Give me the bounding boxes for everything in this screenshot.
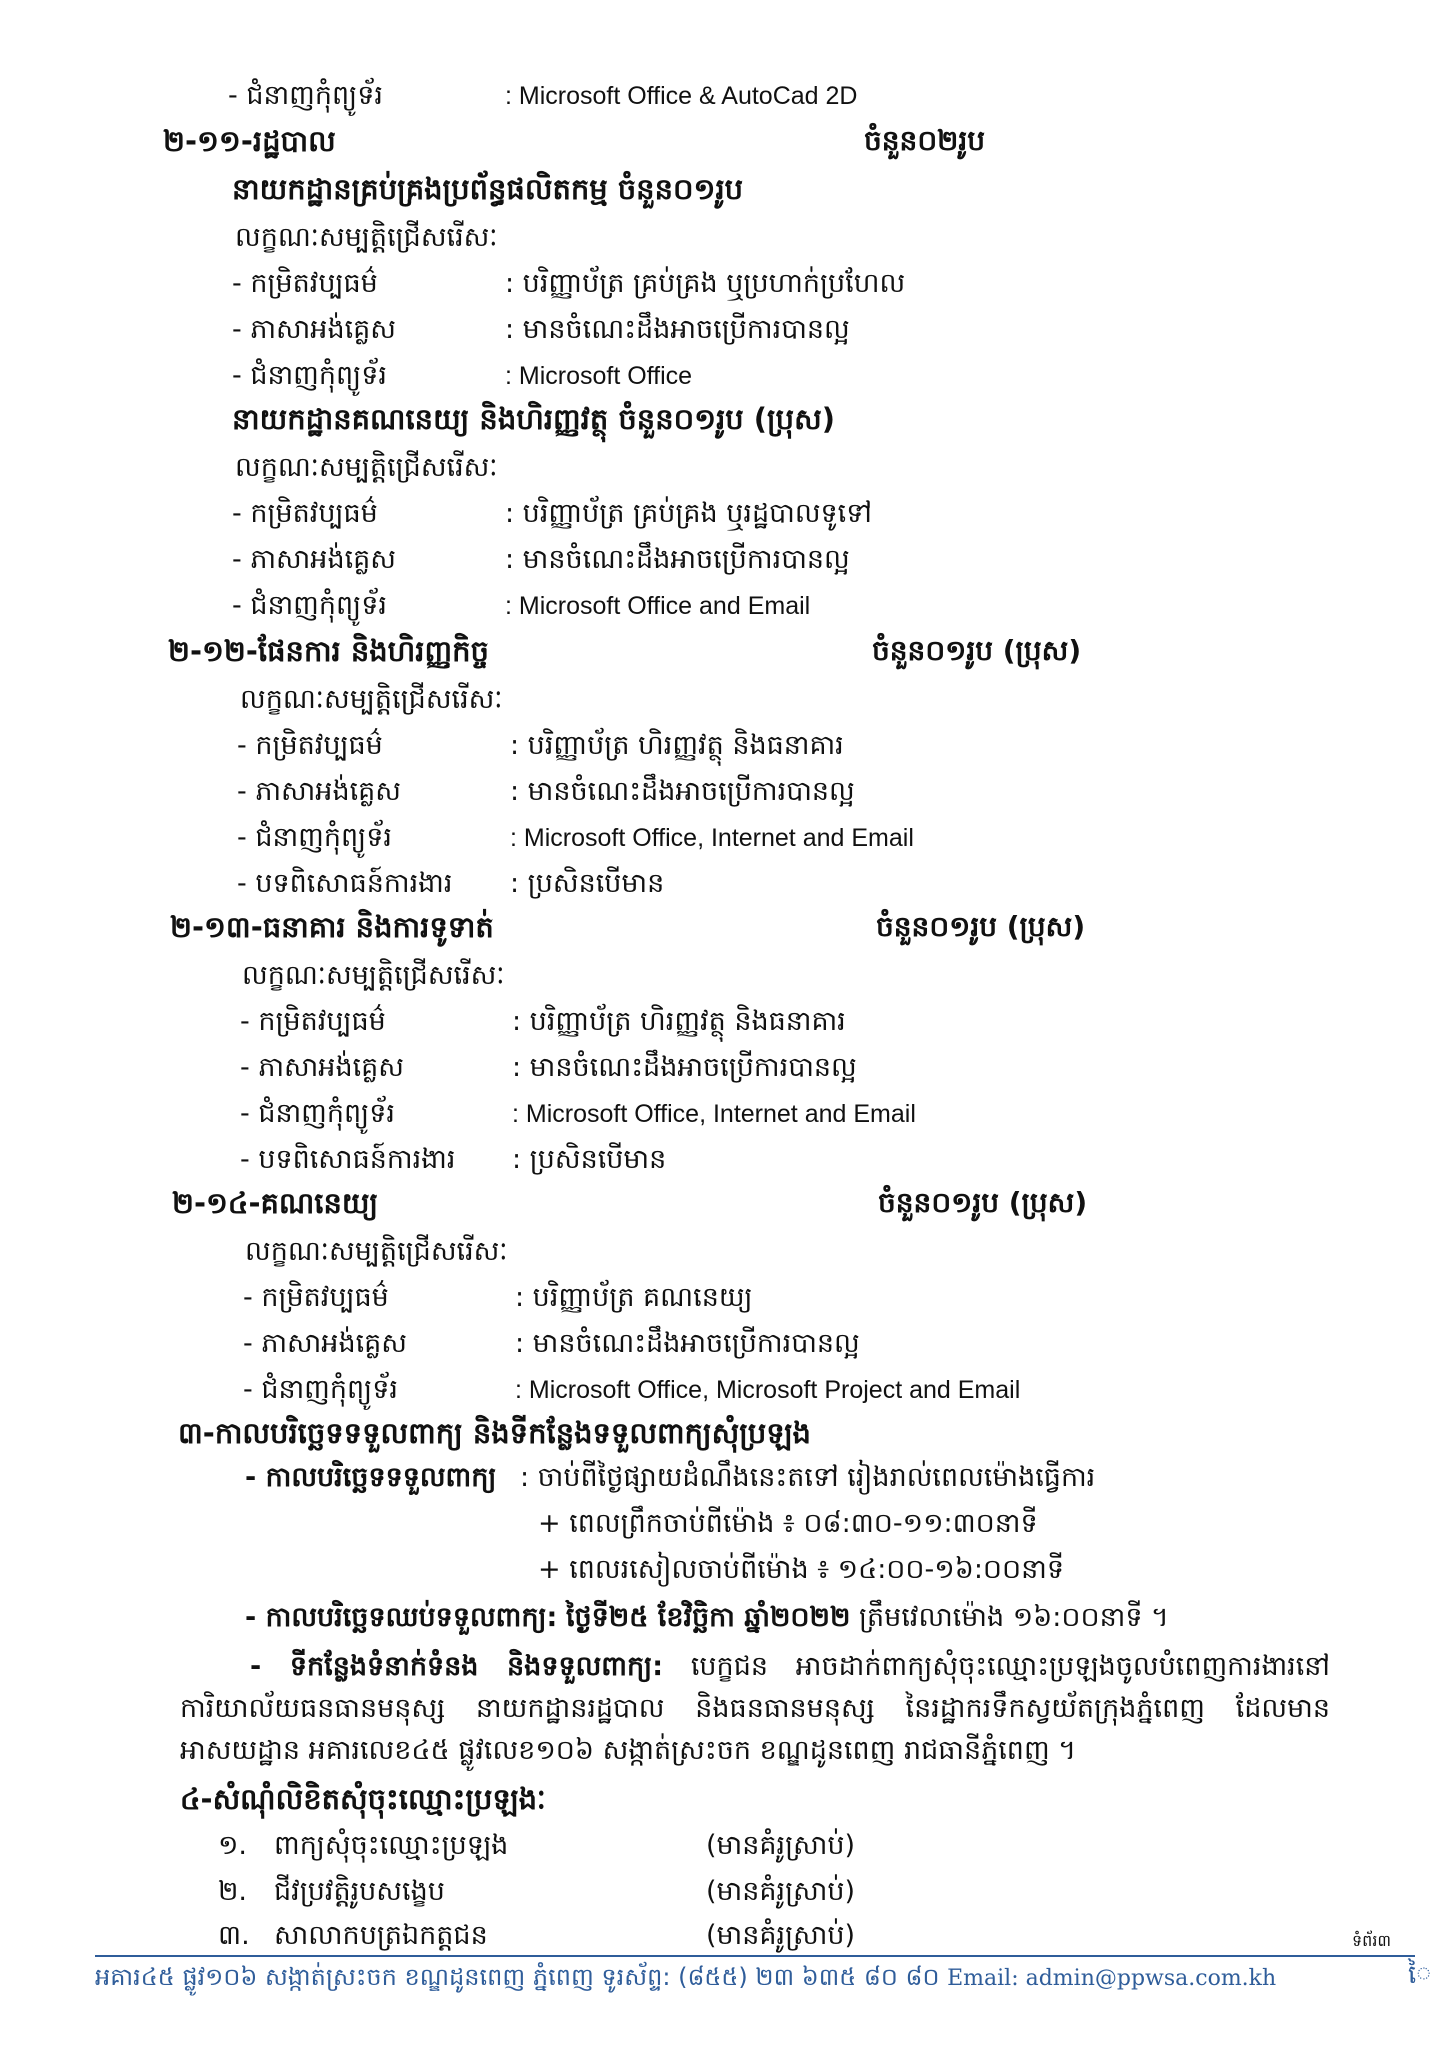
criteria-heading: លក្ខណៈសម្បត្តិជ្រើសរើសៈ [242, 960, 505, 991]
english-value: : មានចំណេះដឹងអាចប្រើការបានល្អ [512, 1052, 857, 1083]
skill-value: : Microsoft Office & AutoCad 2D [505, 82, 858, 110]
section-2-13-count: ចំនួន០១រូប (ប្រុស) [876, 910, 1086, 943]
english-value: : មានចំណេះដឹងអាចប្រើការបានល្អ [505, 544, 850, 575]
footer-email: Email: admin@ppwsa.com.kh [947, 1966, 1277, 1991]
contact-place-paragraph [180, 1646, 1330, 1772]
doc-item-name: ពាក្យសុំចុះឈ្មោះប្រឡង [274, 1830, 509, 1861]
page-number: ទំព័រ៣ [1352, 1931, 1392, 1950]
close-date-label: - កាលបរិច្ឆេទឈប់ទទួលពាក្យ: [245, 1602, 558, 1633]
close-date-line [245, 1600, 1169, 1636]
close-date-value: ថ្ងៃទី២៥ ខែវិច្ឆិកា ឆ្នាំ២០២២ [565, 1602, 851, 1633]
criteria-heading: លក្ខណៈសម្បត្តិជ្រើសរើសៈ [235, 452, 498, 483]
degree-label: - កម្រិតវប្បធម៌ [243, 1282, 389, 1313]
criteria-heading: លក្ខណៈសម្បត្តិជ្រើសរើសៈ [240, 684, 503, 715]
footer-initials: ៃ [1408, 1960, 1432, 1990]
skill-value: : Microsoft Office and Email [505, 592, 811, 620]
criteria-heading: លក្ខណៈសម្បត្តិជ្រើសរើសៈ [235, 222, 498, 253]
skill-value: : Microsoft Office, Internet and Email [510, 824, 914, 852]
section-4-title: ៤-សំណុំលិខិតសុំចុះឈ្មោះប្រឡងៈ [180, 1782, 546, 1816]
experience-label: - បទពិសោធន៍ការងារ [240, 1144, 456, 1175]
skill-label: - ជំនាញកុំព្យូទ័រ [240, 1098, 395, 1129]
doc-item-note: (មានគំរូស្រាប់) [706, 1920, 856, 1951]
degree-label: - កម្រិតវប្បធម៌ [232, 498, 378, 529]
contact-place-label: - ទីកន្លែងទំនាក់ទំនង និងទទួលពាក្យ: [250, 1651, 663, 1682]
section-2-14-count: ចំនួន០១រូប (ប្រុស) [878, 1186, 1088, 1219]
english-value: : មានចំណេះដឹងអាចប្រើការបានល្អ [505, 314, 850, 345]
experience-label: - បទពិសោធន៍ការងារ [237, 868, 453, 899]
skill-label: - ជំនាញកុំព្យូទ័រ [243, 1374, 398, 1405]
skill-label: - ជំនាញកុំព្យូទ័រ [228, 80, 383, 111]
english-value: : មានចំណេះដឹងអាចប្រើការបានល្អ [515, 1328, 860, 1359]
doc-item-note: (មានគំរូស្រាប់) [706, 1830, 856, 1861]
doc-item-number: ១. [218, 1830, 248, 1861]
section-2-13-title: ២-១៣-ធនាគារ និងការទូទាត់ [170, 910, 494, 944]
doc-item-name: ជីវប្រវត្តិរូបសង្ខេប [274, 1876, 445, 1907]
contact-place-text: បេក្ខជន អាចដាក់ពាក្យសុំចុះឈ្មោះប្រឡងចូលបំពេញការងារនៅ ការិយាល័យធនធានមនុស្ស នាយកដ្ឋានរដ្ឋបាល និងធនធានមនុស្ស នៃរដ្ឋាករទឹកស្វយ័តក្រុងភ្នំពេញ ដែលមានអាសយដ្ឋាន អគារលេខ៤៥ ផ្លូវលេខ១០៦ សង្កាត់ស្រះចក ខណ្ឌដូនពេញ រាជធានីភ្នំពេញ ។ [180, 1651, 1331, 1766]
section-3-title: ៣-កាលបរិច្ឆេទទទួលពាក្យ និងទីកន្លែងទទួលពាក្យសុំប្រឡង [178, 1416, 811, 1450]
position-production-title: នាយកដ្ឋានគ្រប់គ្រងប្រព័ន្ធផលិតកម្ម ចំនួន០១រូប [232, 172, 744, 206]
english-label: - ភាសាអង់គ្លេស [240, 1052, 405, 1083]
section-2-12-title: ២-១២-ផែនការ និងហិរញ្ញកិច្ច [168, 634, 489, 668]
degree-label: - កម្រិតវប្បធម៌ [240, 1006, 386, 1037]
english-label: - ភាសាអង់គ្លេស [232, 314, 397, 345]
section-2-14-title: ២-១៤-គណនេយ្យ [172, 1186, 379, 1220]
english-label: - ភាសាអង់គ្លេស [243, 1328, 408, 1359]
degree-value: : បរិញ្ញាប័ត្រ ហិរញ្ញវត្ថុ និងធនាគារ [510, 730, 844, 761]
doc-item-number: ៣. [218, 1920, 250, 1951]
degree-value: : បរិញ្ញាប័ត្រ គ្រប់គ្រង ឬប្រហាក់ប្រហែល [505, 268, 906, 299]
skill-value: : Microsoft Office [505, 362, 693, 390]
criteria-heading: លក្ខណៈសម្បត្តិជ្រើសរើសៈ [245, 1236, 508, 1267]
doc-item-number: ២. [218, 1876, 248, 1907]
english-label: - ភាសាអង់គ្លេស [232, 544, 397, 575]
footer-divider [95, 1955, 1415, 1957]
skill-value: : Microsoft Office, Microsoft Project and Email [515, 1376, 1021, 1404]
degree-value: : បរិញ្ញាប័ត្រ ហិរញ្ញវត្ថុ និងធនាគារ [512, 1006, 846, 1037]
degree-label: - កម្រិតវប្បធម៌ [232, 268, 378, 299]
section-2-11-count: ចំនួន០២រូប [864, 124, 985, 157]
afternoon-hours: + ពេលរសៀលចាប់ពីម៉ោង ៖ ១៤:០០-១៦:០០នាទី [538, 1554, 1064, 1585]
skill-label: - ជំនាញកុំព្យូទ័រ [232, 590, 387, 621]
close-time-value: ត្រឹមវេលាម៉ោង ១៦:០០នាទី ។ [859, 1602, 1169, 1633]
position-accounting-title: នាយកដ្ឋានគណនេយ្យ និងហិរញ្ញវត្ថុ ចំនួន០១រូប (ប្រុស) [232, 402, 835, 436]
receive-date-value: : ចាប់ពីថ្ងៃផ្សាយដំណឹងនេះតទៅ រៀងរាល់ពេលម៉ោងធ្វើការ [520, 1462, 1096, 1493]
degree-label: - កម្រិតវប្បធម៌ [237, 730, 383, 761]
english-value: : មានចំណេះដឹងអាចប្រើការបានល្អ [510, 776, 855, 807]
morning-hours: + ពេលព្រឹកចាប់ពីម៉ោង ៖ ០៨:៣០-១១:៣០នាទី [538, 1508, 1038, 1539]
receive-date-label: - កាលបរិច្ឆេទទទួលពាក្យ [245, 1462, 497, 1493]
skill-label: - ជំនាញកុំព្យូទ័រ [232, 360, 387, 391]
section-2-11-title: ២-១១-រដ្ឋបាល [163, 124, 336, 158]
experience-value: : ប្រសិនបើមាន [510, 868, 665, 899]
experience-value: : ប្រសិនបើមាន [512, 1144, 667, 1175]
footer [95, 1962, 1276, 1994]
english-label: - ភាសាអង់គ្លេស [237, 776, 402, 807]
doc-item-note: (មានគំរូស្រាប់) [706, 1876, 856, 1907]
section-2-12-count: ចំនួន០១រូប (ប្រុស) [872, 634, 1082, 667]
degree-value: : បរិញ្ញាប័ត្រ គណនេយ្យ [515, 1282, 753, 1313]
skill-value: : Microsoft Office, Internet and Email [512, 1100, 916, 1128]
skill-label: - ជំនាញកុំព្យូទ័រ [237, 822, 392, 853]
degree-value: : បរិញ្ញាប័ត្រ គ្រប់គ្រង ឬរដ្ឋបាលទូទៅ [505, 498, 872, 529]
doc-item-name: សាលាកបត្រឯកត្តជន [274, 1920, 488, 1951]
footer-address: អគារ៤៥ ផ្លូវ១០៦ សង្កាត់ស្រះចក ខណ្ឌដូនពេញ ភ្នំពេញ ទូរស័ព្ទ: (៨៥៥) ២៣ ៦៣៥ ៨០ ៨០ [95, 1963, 940, 1991]
